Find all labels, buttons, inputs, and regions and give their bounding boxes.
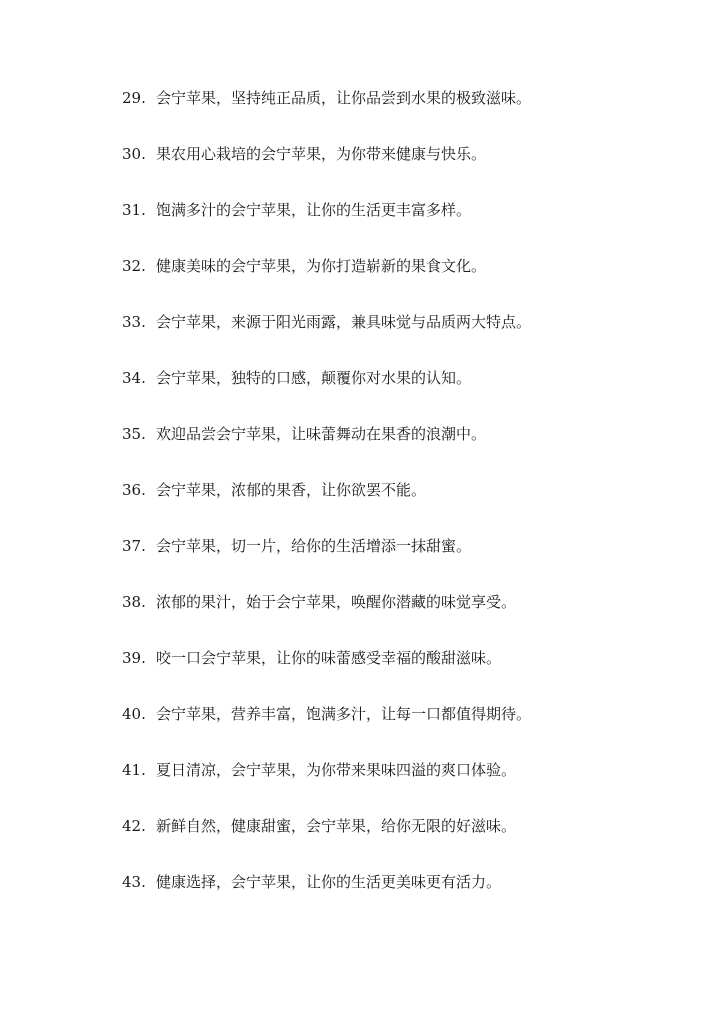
list-item: [122, 869, 501, 895]
item-number: 42.: [122, 817, 146, 835]
list-item: [122, 253, 486, 279]
item-text: 会宁苹果，营养丰富，饱满多汁，让每一口都值得期待。: [156, 705, 532, 723]
list-item: [122, 477, 426, 503]
list-item: [122, 589, 516, 615]
item-text: 饱满多汁的会宁苹果，让你的生活更丰富多样。: [156, 201, 472, 219]
item-number: 43.: [122, 873, 146, 891]
list-item: [122, 701, 531, 727]
item-text: 咬一口会宁苹果，让你的味蕾感受幸福的酸甜滋味。: [156, 649, 502, 667]
list-item: [122, 141, 486, 167]
item-number: 37.: [122, 537, 146, 555]
item-text: 欢迎品尝会宁苹果，让味蕾舞动在果香的浪潮中。: [156, 425, 487, 443]
item-text: 会宁苹果，切一片，给你的生活增添一抹甜蜜。: [156, 537, 472, 555]
item-number: 36.: [122, 481, 146, 499]
item-number: 38.: [122, 593, 146, 611]
list-item: [122, 533, 471, 559]
item-number: 39.: [122, 649, 146, 667]
item-number: 34.: [122, 369, 146, 387]
item-text: 健康美味的会宁苹果，为你打造崭新的果食文化。: [156, 257, 487, 275]
item-text: 浓郁的果汁，始于会宁苹果，唤醒你潜藏的味觉享受。: [156, 593, 517, 611]
list-item: [122, 197, 471, 223]
list-item: [122, 365, 471, 391]
list-item: [122, 421, 486, 447]
item-number: 31.: [122, 201, 146, 219]
item-number: 32.: [122, 257, 146, 275]
list-item: [122, 813, 516, 839]
item-text: 会宁苹果，坚持纯正品质，让你品尝到水果的极致滋味。: [156, 89, 532, 107]
list-item: [122, 645, 501, 671]
item-text: 健康选择，会宁苹果，让你的生活更美味更有活力。: [156, 873, 502, 891]
item-number: 30.: [122, 145, 146, 163]
list-item: [122, 757, 516, 783]
item-number: 41.: [122, 761, 146, 779]
item-number: 40.: [122, 705, 146, 723]
item-number: 33.: [122, 313, 146, 331]
item-number: 29.: [122, 89, 146, 107]
item-text: 会宁苹果，独特的口感，颠覆你对水果的认知。: [156, 369, 472, 387]
item-text: 果农用心栽培的会宁苹果，为你带来健康与快乐。: [156, 145, 487, 163]
item-text: 夏日清凉，会宁苹果，为你带来果味四溢的爽口体验。: [156, 761, 517, 779]
item-text: 会宁苹果，来源于阳光雨露，兼具味觉与品质两大特点。: [156, 313, 532, 331]
list-item: [122, 309, 531, 335]
item-number: 35.: [122, 425, 146, 443]
list-item: [122, 85, 531, 111]
item-text: 新鲜自然，健康甜蜜，会宁苹果，给你无限的好滋味。: [156, 817, 517, 835]
item-text: 会宁苹果，浓郁的果香，让你欲罢不能。: [156, 481, 427, 499]
